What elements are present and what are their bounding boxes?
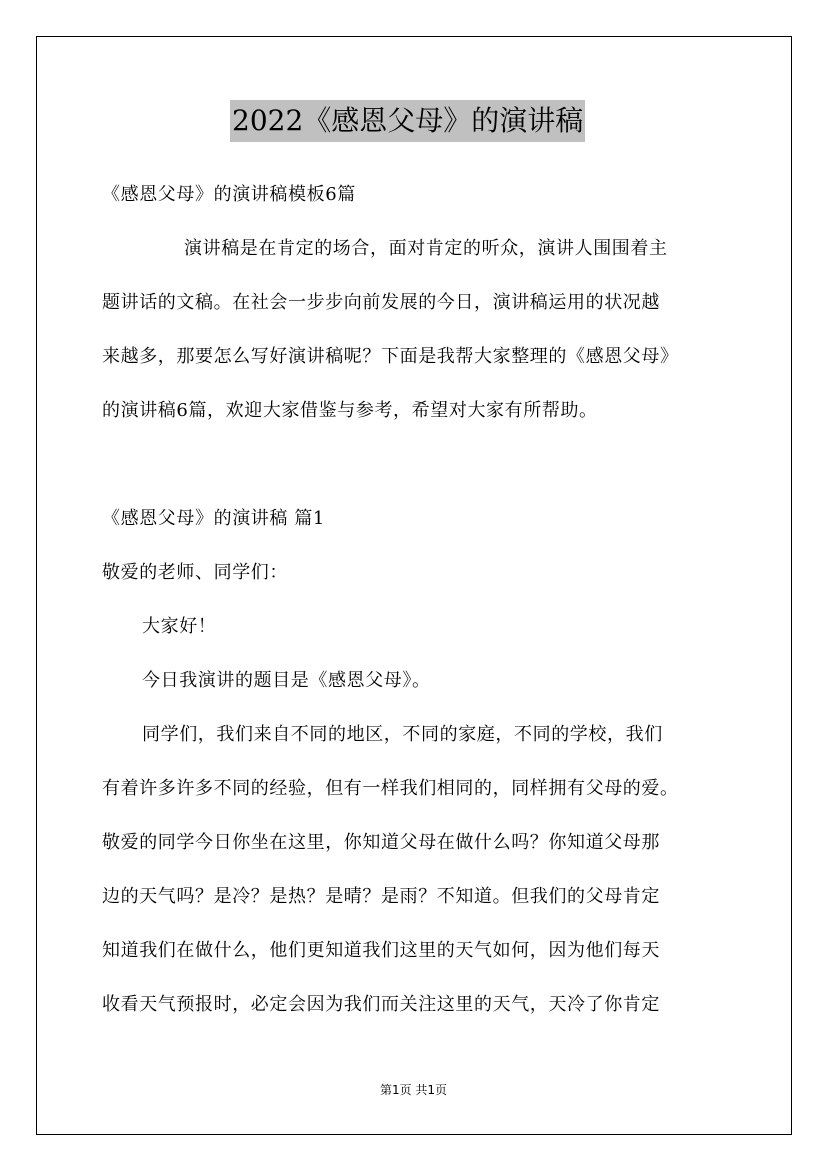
document-subtitle: 《感恩父母》的演讲稿模板6篇 <box>102 184 356 205</box>
body-line-4: 边的天气吗？是冷？是热？是晴？是雨？不知道。但我们的父母肯定 <box>102 886 660 907</box>
intro-line-2: 题讲话的文稿。在社会一步步向前发展的今日，演讲稿运用的状况越 <box>102 292 660 313</box>
speech-topic: 今日我演讲的题目是《感恩父母》。 <box>142 670 431 691</box>
body-line-3: 敬爱的同学今日你坐在这里，你知道父母在做什么吗？你知道父母那 <box>102 832 660 853</box>
salutation: 敬爱的老师、同学们： <box>102 562 288 583</box>
intro-line-4: 的演讲稿6篇，欢迎大家借鉴与参考，希望对大家有所帮助。 <box>102 400 598 421</box>
body-line-2: 有着许多许多不同的经验，但有一样我们相同的，同样拥有父母的爱。 <box>102 778 679 799</box>
document-title: 2022《感恩父母》的演讲稿 <box>230 100 585 142</box>
page-footer: 第1页 共1页 <box>379 1083 448 1097</box>
body-line-1: 同学们，我们来自不同的地区，不同的家庭，不同的学校，我们 <box>142 724 663 745</box>
body-line-6: 收看天气预报时，必定会因为我们而关注这里的天气，天冷了你肯定 <box>102 994 660 1015</box>
greeting: 大家好！ <box>142 616 217 637</box>
body-line-5: 知道我们在做什么，他们更知道我们这里的天气如何，因为他们每天 <box>102 940 660 961</box>
intro-line-3: 来越多，那要怎么写好演讲稿呢？下面是我帮大家整理的《感恩父母》 <box>102 346 679 367</box>
section-heading: 《感恩父母》的演讲稿 篇1 <box>102 508 325 529</box>
intro-line-1: 演讲稿是在肯定的场合，面对肯定的听众，演讲人围围着主 <box>184 238 668 259</box>
